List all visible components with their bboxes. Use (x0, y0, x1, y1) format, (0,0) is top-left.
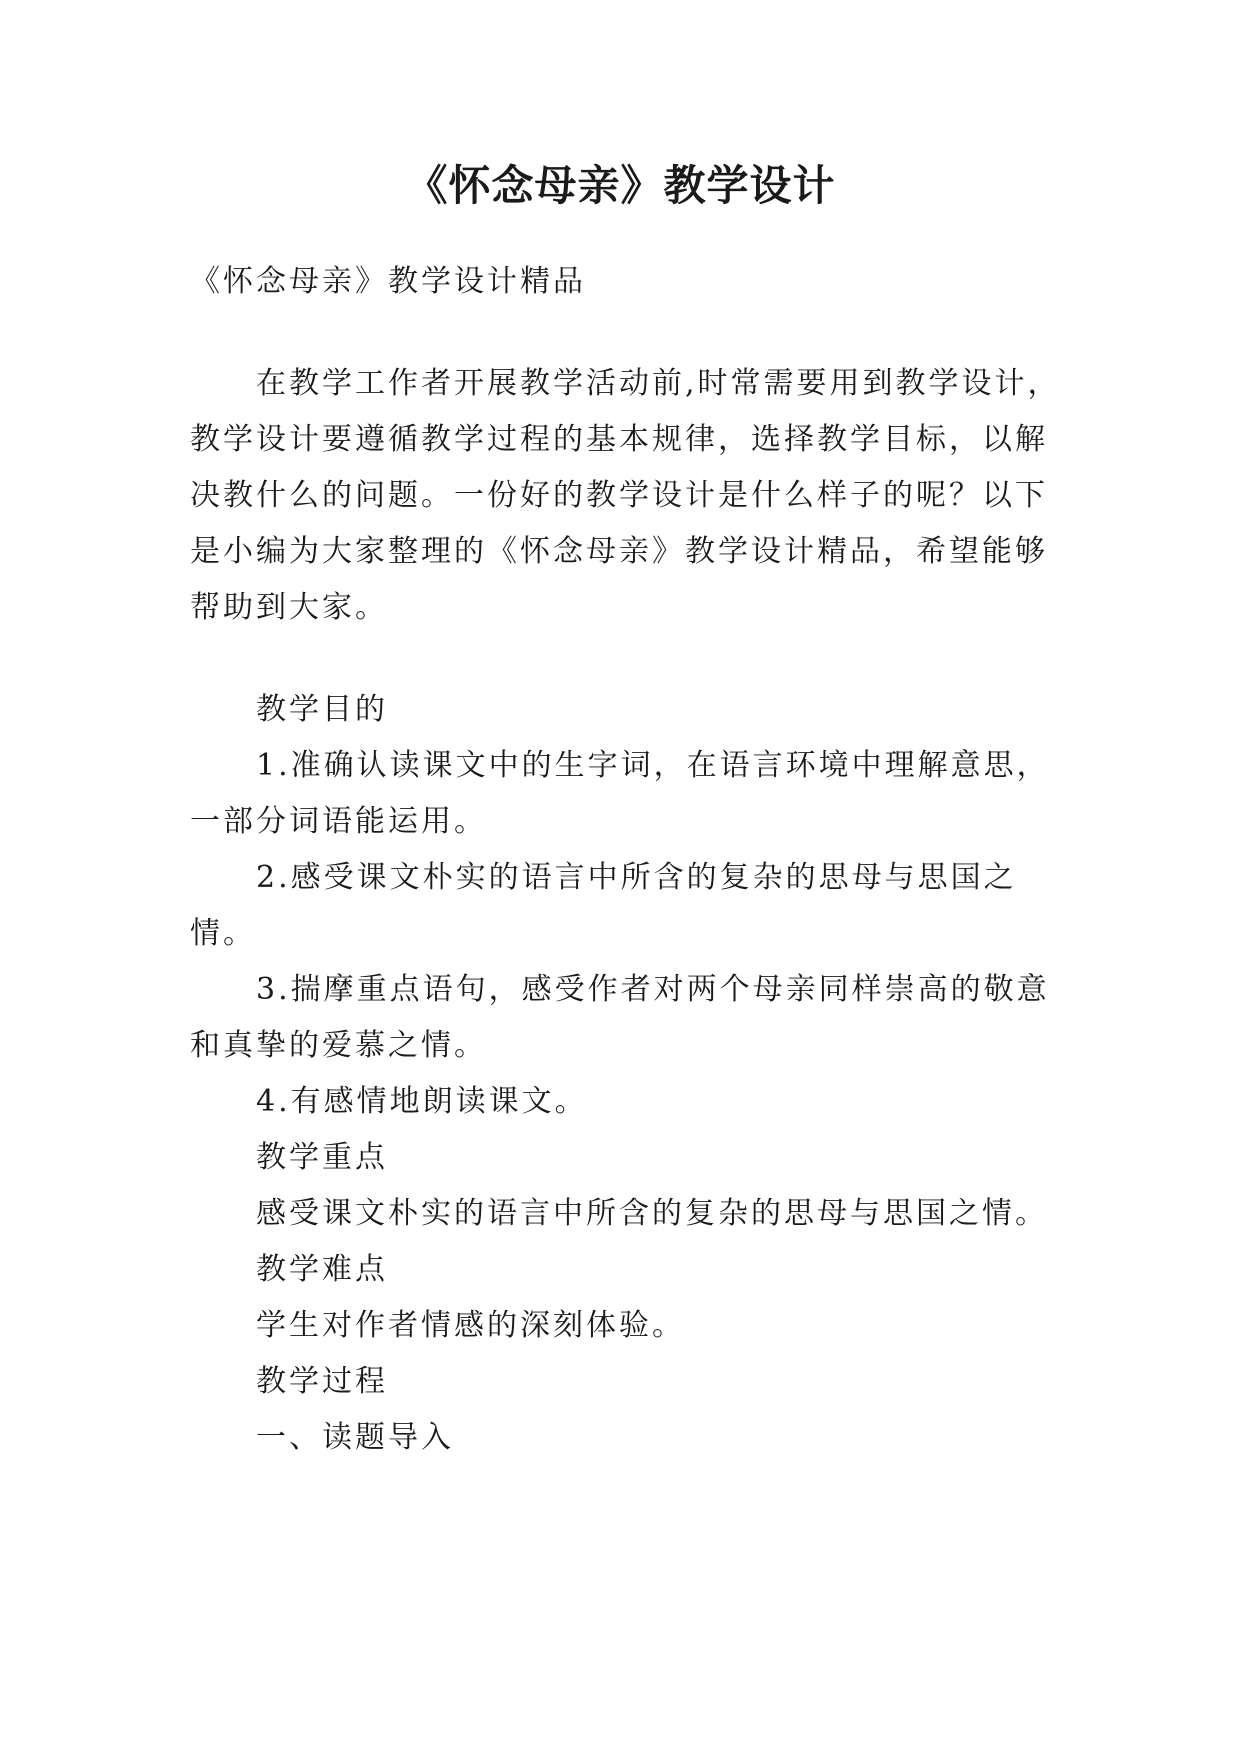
key-point-heading: 教学重点 (256, 1140, 388, 1175)
process-heading: 教学过程 (256, 1364, 388, 1399)
intro-line-3: 决教什么的问题。一份好的教学设计是什么样子的呢？以下 (190, 478, 1048, 513)
document-subtitle: 《怀念母亲》教学设计精品 (190, 264, 586, 299)
objective-3-line-1: 3.揣摩重点语句，感受作者对两个母亲同样崇高的敬意 (256, 972, 1050, 1007)
objective-2-line-1: 2.感受课文朴实的语言中所含的复杂的思母与思国之 (256, 860, 1017, 895)
objective-1-line-2: 一部分词语能运用。 (190, 804, 487, 839)
objective-4: 4.有感情地朗读课文。 (256, 1084, 588, 1119)
intro-line-1: 在教学工作者开展教学活动前,时常需要用到教学设计， (256, 366, 1061, 401)
document-title: 《怀念母亲》教学设计 (405, 161, 836, 210)
intro-line-5: 帮助到大家。 (190, 590, 388, 625)
objective-1-line-1: 1.准确认读课文中的生字词，在语言环境中理解意思， (256, 748, 1050, 783)
objective-2-line-2: 情。 (190, 916, 256, 951)
difficulty-heading: 教学难点 (256, 1252, 388, 1287)
intro-line-2: 教学设计要遵循教学过程的基本规律，选择教学目标，以解 (190, 422, 1048, 457)
intro-line-4: 是小编为大家整理的《怀念母亲》教学设计精品，希望能够 (190, 534, 1048, 569)
process-step-1: 一、读题导入 (256, 1420, 454, 1455)
objective-3-line-2: 和真挚的爱慕之情。 (190, 1028, 487, 1063)
objectives-heading: 教学目的 (256, 692, 388, 727)
difficulty-text: 学生对作者情感的深刻体验。 (256, 1308, 685, 1343)
key-point-text: 感受课文朴实的语言中所含的复杂的思母与思国之情。 (256, 1196, 1048, 1231)
